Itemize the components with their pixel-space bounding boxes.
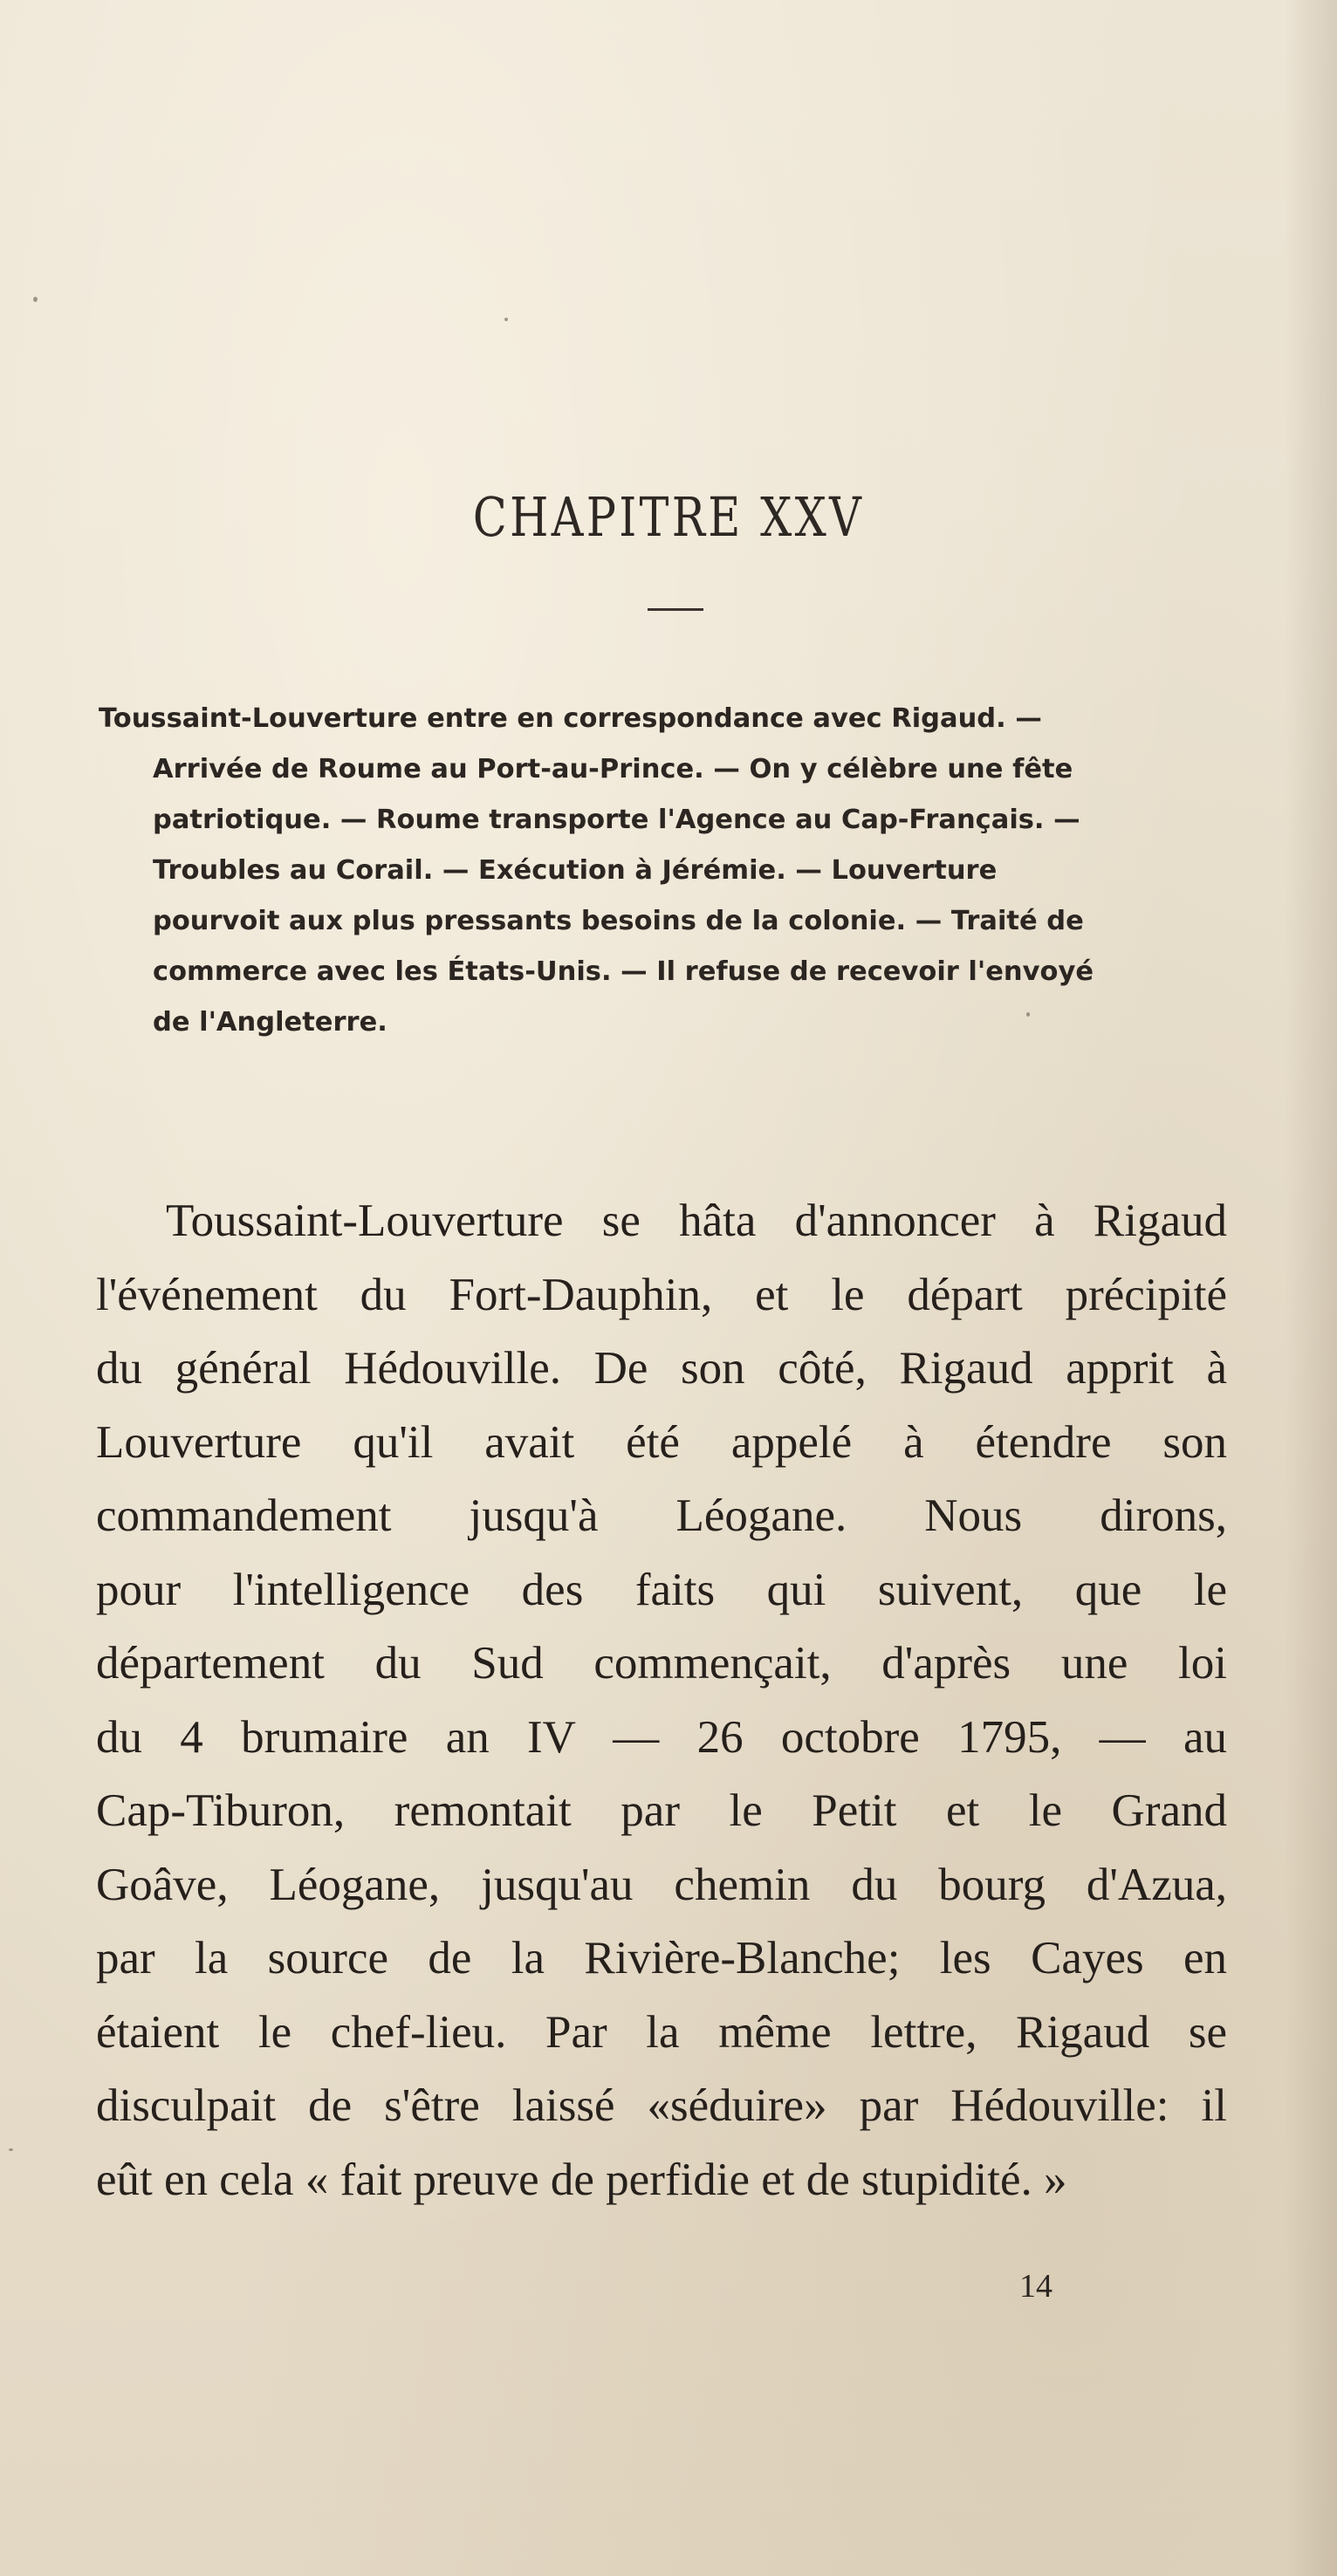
- summary-line: Toussaint-Louverture entre en correspondance avec Rigaud. —: [99, 703, 1042, 734]
- body-line: commandement jusqu'à Léogane. Nous dirons,: [96, 1490, 1227, 1541]
- summary-line: Troubles au Corail. — Exécution à Jérémie. — Louverture: [153, 855, 998, 886]
- body-line: disculpait de s'être laissé «séduire» par Hédouville: il: [96, 2080, 1227, 2131]
- body-line: eût en cela « fait preuve de perfidie et de stupidité. »: [96, 2154, 1067, 2205]
- body-line: Louverture qu'il avait été appelé à étendre son: [96, 1416, 1227, 1468]
- summary-line: Arrivée de Roume au Port-au-Prince. — On y célèbre une fête: [153, 754, 1073, 784]
- chapter-summary: [99, 694, 1233, 1048]
- summary-line: de l'Angleterre.: [153, 1007, 387, 1038]
- page-number: 14: [1019, 2268, 1052, 2305]
- summary-line: commerce avec les États-Unis. — Il refuse de recevoir l'envoyé: [153, 956, 1094, 987]
- body-line: l'événement du Fort-Dauphin, et le départ précipité: [96, 1269, 1227, 1320]
- paper-speck: [33, 297, 38, 302]
- body-line: du général Hédouville. De son côté, Rigaud apprit à: [96, 1343, 1227, 1394]
- body-line: département du Sud commençait, d'après une loi: [96, 1638, 1227, 1689]
- body-paragraph: [96, 1184, 1227, 2216]
- body-line: Goâve, Léogane, jusqu'au chemin du bourg d'Azua,: [96, 1859, 1227, 1910]
- body-line: par la source de la Rivière-Blanche; les Cayes en: [96, 1933, 1227, 1983]
- body-line: étaient le chef-lieu. Par la même lettre, Rigaud se: [96, 2006, 1227, 2058]
- paper-speck: [9, 2148, 13, 2151]
- chapter-title: CHAPITRE XXV: [472, 485, 865, 549]
- body-line: pour l'intelligence des faits qui suivent, que le: [96, 1564, 1227, 1615]
- summary-line: pourvoit aux plus pressants besoins de la colonie. — Traité de: [153, 906, 1084, 936]
- body-line: Toussaint-Louverture se hâta d'annoncer à Rigaud: [166, 1196, 1227, 1246]
- body-line: Cap-Tiburon, remontait par le Petit et le Grand: [96, 1785, 1227, 1836]
- paper-speck: [504, 318, 508, 321]
- title-rule: [648, 608, 703, 611]
- page-edge-shadow: [1285, 0, 1337, 2576]
- body-line: du 4 brumaire an IV — 26 octobre 1795, — au: [96, 1711, 1227, 1763]
- summary-line: patriotique. — Roume transporte l'Agence au Cap-Français. —: [153, 805, 1080, 835]
